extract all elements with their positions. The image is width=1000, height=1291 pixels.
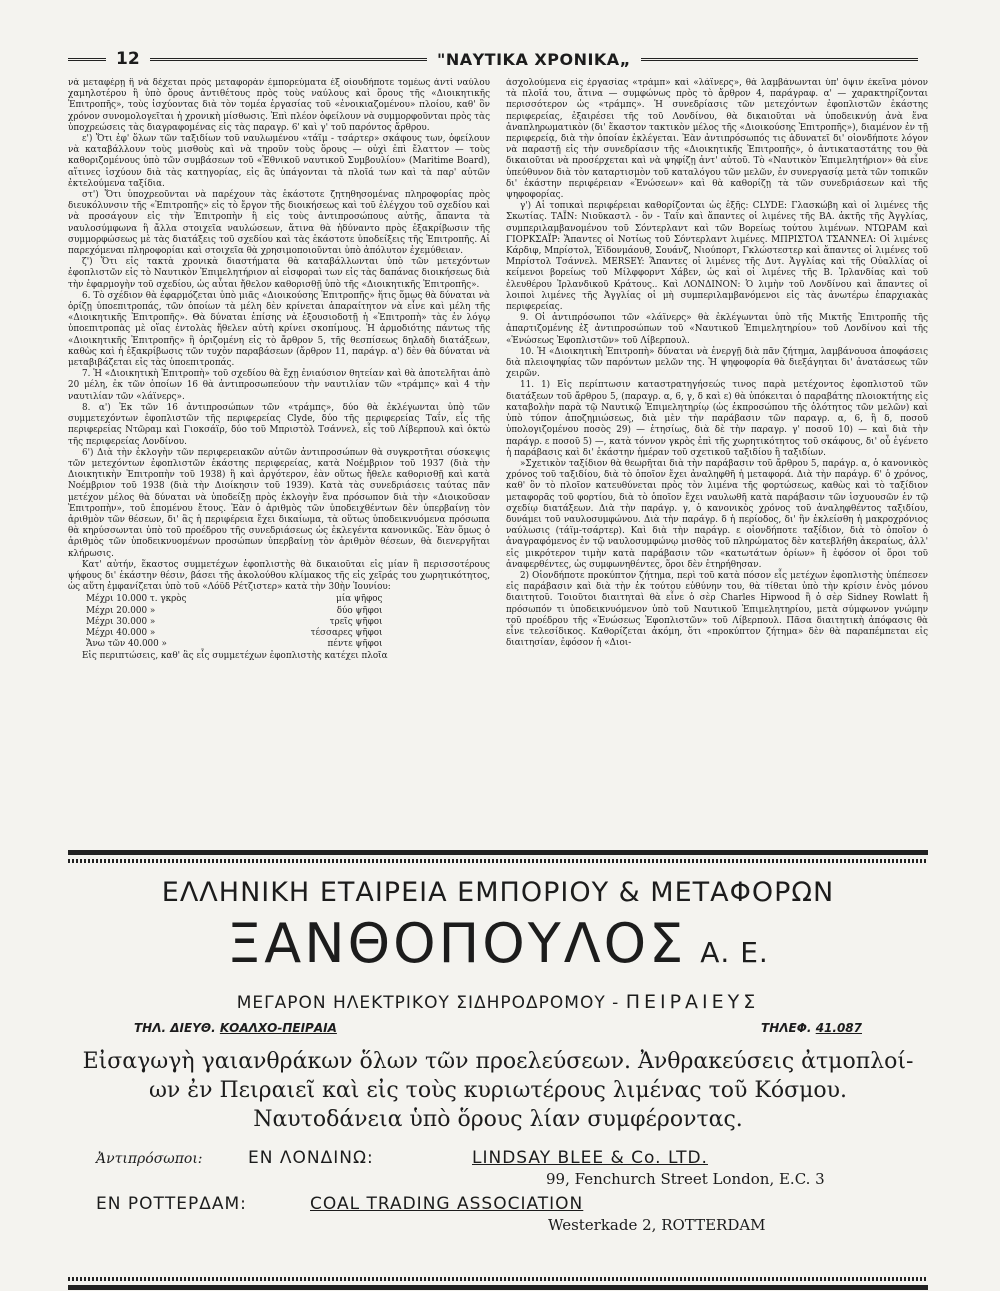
ad-description-line: ων ἐν Πειραιεῖ καὶ εἰς τοὺς κυριωτέρους λιμένας τοῦ Κόσμου.	[148, 1078, 848, 1103]
ad-agent-name: COAL TRADING ASSOCIATION	[310, 1194, 584, 1214]
right-column	[506, 78, 928, 844]
paragraph: ἀσχολούμενα εἰς ἐργασίας «τράμπ» καὶ «λάϊνερς», θὰ λαμβάνωνται ὑπ' ὄψιν ἐκεῖνα μόνον τὰ πλοῖά του, ἅτινα — συμφώνως πρὸς τὸ ἄρθρον 4, παράγραφ. α' — χαρακτηρίζονται περισσότερον ὡς «τράμπς». Ἡ συνεδρίασις τῶν μετεχόντων ἐφοπλιστῶν ἑκάστης περιφερείας, ἐξαιρέσει τῆς τοῦ Λονδίνου, θὰ δικαιοῦται νὰ ὑποδεικνύῃ ἀνὰ ἕνα ἀναπληρωματικὸν (δι' ἕκαστον τακτικὸν μέλος τῆς «Διοικούσης Ἐπιτροπῆς»), διαμένον ἐν τῇ περιφερείᾳ, διὰ τὴν ὁποίαν ἐκλέγεται. Ἐὰν ἀντιπρόσωπός τις ἀδυνατεῖ δι' οἱονδήποτε λόγον νὰ παραστῇ εἰς τὴν συνεδρίασιν τῆς «Διοικητικῆς Ἐπιτροπῆς», ὁ ἀντικαταστάτης του θὰ δικαιοῦται νὰ προσέρχεται καὶ νὰ ψηφίζῃ ἀντ' αὐτοῦ. Τὸ «Ναυτικὸν Ἐπιμελητήριον» θὰ εἶνε ὑπεύθυνον διὰ τὸν καταρτισμὸν τοῦ καταλόγου τῶν μελῶν, ἐν συνεργασίᾳ μετὰ τῶν τοπικῶν δι' ἑκάστην περιφέρειαν «Ἑνώσεων» καὶ θὰ καθορίζῃ τὰ τῶν συνεδριάσεων καὶ τῆς ψηφοφορίας.	[506, 78, 928, 201]
header-rule-left	[68, 58, 106, 61]
left-column	[68, 78, 490, 844]
ad-building	[68, 991, 928, 1013]
article-columns	[68, 78, 928, 844]
advertisement-box	[68, 850, 928, 1290]
scale-votes: τρεῖς ψῆφοι	[329, 616, 383, 627]
table-row	[86, 639, 389, 650]
table-row	[86, 594, 389, 605]
ad-brand-suffix: Α. Ε.	[700, 936, 769, 969]
paragraph: Εἰς περιπτώσεις, καθ' ἃς εἷς συμμετέχων ἐφοπλιστὴς κατέχει πλοῖα	[82, 651, 388, 662]
table-row	[86, 628, 389, 639]
paragraph: στ') Ὅτι ὑποχρεοῦνται νὰ παρέχουν τὰς ἑκάστοτε ζητηθησομένας πληροφορίας πρὸς διευκόλυνσιν τῆς «Ἐπιτροπῆς» εἰς τὸ ἔργον τῆς διοικήσεως καὶ τοῦ ἐλέγχου τοῦ σχεδίου καὶ νὰ προσάγουν εἰς τὴν Ἐπιτροπὴν ἢ εἰς τοὺς ἀντιπροσώπους αὐτῆς, ἅπαντα τὰ ναυλοσύμφωνα ἢ ἄλλα στοιχεῖα ναυλώσεων, ἅτινα θὰ ἠδύναντο πρὸς ἐξακρίβωσιν τῆς συμμορφώσεως μὲ τὰς διατάξεις τοῦ σχεδίου καὶ τὰς ἑκάστοτε ὑποδείξεις τῆς Ἐπιτροπῆς. Αἱ παρεχόμεναι πληροφορίαι καὶ στοιχεῖα θὰ χρησιμοποιοῦνται ὑπὸ ἀπόλυτον ἐχεμύθειαν.	[68, 190, 490, 257]
ad-contacts	[134, 1021, 862, 1035]
ad-company-line: ΕΛΛΗΝΙΚΗ ΕΤΑΙΡΕΙΑ ΕΜΠΟΡΙΟΥ & ΜΕΤΑΦΟΡΩΝ	[161, 877, 835, 908]
ad-agent-address: Westerkade 2, ROTTERDAM	[548, 1216, 766, 1234]
ad-phone	[761, 1021, 862, 1035]
page-header	[68, 46, 928, 72]
vote-scale-table	[86, 594, 389, 650]
paragraph: 10. Ἡ «Διοικητικὴ Ἐπιτροπὴ» δύναται νὰ ἐνεργῇ διὰ πᾶν ζήτημα, λαμβάνουσα ἀποφάσεις διὰ πλειοψηφίας τῶν παρόντων μελῶν της. Ἡ ψηφοφορία θὰ διεξάγηται δι' ἀνατάσεως τῶν χειρῶν.	[506, 346, 928, 380]
ad-telegraph	[134, 1021, 337, 1035]
ad-description-line: Ναυτοδάνεια ὑπὸ ὅρους λίαν συμφέροντας.	[253, 1107, 743, 1132]
ad-city: ΠΕΙΡΑΙΕΥΣ	[625, 991, 760, 1013]
paragraph: 7. Ἡ «Διοικητικὴ Ἐπιτροπὴ» τοῦ σχεδίου θὰ ἔχῃ ἐνιαύσιον θητείαν καὶ θὰ ἀποτελῆται ἀπὸ 20 μέλη, ἐκ τῶν ὁποίων 16 θὰ ἀντιπροσωπεύουν τὴν ναυτιλίαν τῶν «τράμπς» καὶ 4 τὴν ναυτιλίαν τῶν «λάϊνερς».	[68, 369, 490, 402]
ad-telegraph-label: ΤΗΛ. ΔΙΕΥΘ.	[134, 1021, 216, 1035]
ad-agents	[68, 1148, 928, 1234]
page-number: 12	[116, 49, 140, 69]
scale-votes: πέντε ψῆφοι	[327, 639, 383, 650]
ad-description-line: Εἰσαγωγὴ γαιανθράκων ὅλων τῶν προελεύσεων. Ἀνθρακεύσεις ἀτμοπλοί-	[82, 1049, 914, 1074]
ad-building-name: ΜΕΓΑΡΟΝ ΗΛΕΚΤΡΙΚΟΥ ΣΙΔΗΡΟΔΡΟΜΟΥ -	[236, 993, 620, 1013]
paragraph: 6') Διὰ τὴν ἐκλογὴν τῶν περιφερειακῶν αὐτῶν ἀντιπροσώπων θὰ συγκροτῆται σύσκεψις τῶν μετεχόντων ἐφοπλιστῶν ἑκάστης περιφερείας, κατὰ Νοέμβριον τοῦ 1937 (διὰ τὴν Διοικητικὴν Ἐπιτροπὴν τοῦ 1938) ἢ καὶ ἀργότερον, ἐὰν οὕτως ἤθελε καθορισθῇ καὶ κατὰ Νοέμβριον τοῦ 1938 (διὰ τὴν Διοίκησιν τοῦ 1939). Κατὰ τὰς συνεδριάσεις ταύτας πᾶν μετέχον μέλος θὰ δύναται νὰ ὑποδείξῃ πρὸς ἐκλογὴν ἕνα πρόσωπον διὰ τὴν «Διοικοῦσαν Ἐπιτροπὴν», τοῦ ἑπομένου ἔτους. Ἐὰν ὁ ἀριθμὸς τῶν ὑποδειχθέντων δὲν ὑπερβαίνῃ τὸν ἀριθμὸν τῶν θέσεων, δι' ἃς ἡ περιφέρεια ἔχει δικαίωμα, τὰ οὕτως ὑποδεικνυόμενα πρόσωπα θὰ κηρύσσωνται ὑπὸ τοῦ προέδρου τῆς συνεδριάσεως ὡς ἐκλεγέντα κανονικῶς. Ἐὰν ὅμως ὁ ἀριθμὸς τῶν ὑποδεικνυομένων προσώπων ὑπερβαίνῃ τὸν ἀριθμὸν θέσεων, θὰ διενεργῆται κλήρωσις.	[68, 447, 490, 559]
ad-phone-value: 41.087	[815, 1021, 862, 1035]
ad-content	[68, 871, 928, 1234]
scale-range: Μέχρι 20.000 »	[86, 605, 156, 616]
ad-brand	[68, 914, 928, 983]
table-row	[86, 606, 389, 617]
paragraph: γ') Αἱ τοπικαὶ περιφέρειαι καθορίζονται ὡς ἑξῆς: CLYDE: Γλασκώβη καὶ οἱ λιμένες τῆς Σκωτίας. ΤΑΪΝ: Νιοῦκαστλ - ὂν - Ταΐν καὶ ἅπαντες οἱ λιμένες τῆς ΒΑ. ἀκτῆς τῆς Ἀγγλίας, συμπεριλαμβανομένου τοῦ Σόντερλαντ καὶ τῶν Βορείως τούτου λιμένων. ΝΤΩΡΑΜ καὶ ΓΙΟΡΚΣΑΪΡ: Ἅπαντες οἱ Νοτίως τοῦ Σόντερλαντ λιμένες. ΜΠΡΙΣΤΟΛ ΤΣΑΝΝΕΛ: Οἱ λιμένες Κάρδιφ, Μπρίστολ, Ἐϊδονμάουθ, Σουάνζ, Νιούπορτ, Γκλώστεστερ καὶ ἅπαντες οἱ λιμένες τοῦ Μπρίστολ Τσάννελ. MERSEY: Ἅπαντες οἱ λιμένες τῆς Δυτ. Ἀγγλίας καὶ τῆς Οὐαλλίας οἱ κείμενοι βορείως τοῦ Μίλφφορντ Χάβεν, ὡς καὶ οἱ λιμένες τῆς Β. Ἰρλανδίας καὶ τοῦ ἐλευθέρου Ἰρλανδικοῦ Κράτους.. Καὶ ΛΟΝΔΙΝΟΝ: Ὁ λιμὴν τοῦ Λονδίνου καὶ ἅπαντες οἱ λοιποὶ λιμένες τῆς Ἀγγλίας οἱ μὴ συμπεριλαμβανόμενοι εἰς τὰς ἀνωτέρω ἐπαρχιακὰς περιφερείας.	[506, 201, 928, 313]
paragraph: νὰ μεταφέρῃ ἢ νὰ δέχεται πρὸς μεταφορὰν ἐμπορεύματα ἐξ οἱουδήποτε τομέως ἀντὶ ναύλου χαμηλοτέρου ἢ ὑπὸ ὅρους ἀντιθέτους πρὸς τοὺς ναύλους καὶ ὅρους τῆς «Διοικητικῆς Ἐπιτροπῆς», τοὺς ἰσχύοντας διὰ τὸν τομέα ἐργασίας τοῦ «ἐνοικιαζομένου» πλοίου, καθ' ὃν χρόνον συνομολογεῖται ἡ χρονικὴ μίσθωσις. Ἐπὶ πλέον ὀφείλουν νὰ συμμορφοῦνται πρὸς τὰς ὑποχρεώσεις τὰς διαγραφομένας εἰς τὰς παραγρ. 6' καὶ γ' τοῦ παρόντος ἄρθρου.	[68, 78, 490, 133]
scale-votes: δύο ψῆφοι	[336, 605, 383, 616]
ad-border-bottom	[68, 1277, 928, 1281]
ad-border-top	[68, 859, 928, 863]
paragraph: Κατ' αὐτήν, ἕκαστος συμμετέχων ἐφοπλιστὴς θὰ δικαιοῦται εἰς μίαν ἢ περισσοτέρους ψήφους δι' ἑκάστην θέσιν, βάσει τῆς ἀκολούθου κλίμακος τῆς εἰς χεῖράς του χωρητικότητος, ὡς αὕτη ἐμφανίζεται ὑπὸ τοῦ «Λόϋδ Ρέτζιστερ» κατὰ τὴν 30ὴν Ἰουνίου:	[68, 559, 490, 593]
publication-title: "ΝΑΥΤΙΚΑ ΧΡΟΝΙΚΑ„	[436, 49, 631, 69]
ad-agent-city: ΕΝ ΡΟΤΤΕΡΔΑΜ:	[96, 1194, 247, 1214]
paragraph: 11. 1) Εἰς περίπτωσιν καταστρατηγήσεώς τινος παρὰ μετέχοντος ἐφοπλιστοῦ τῶν διατάξεων τοῦ ἄρθρου 5, (παραγρ. α, 6, γ, δ καὶ ε) θὰ ὑπόκειται ὁ παραβάτης πλοιοκτήτης εἰς καταβολὴν παρὰ τῷ Ναυτικῷ Ἐπιμελητηρίῳ (ὡς ἐκπροσώπου τῆς ὁλότητος τῶν μελῶν) καὶ ὑπὸ τύπον ἀποζημιώσεως, διὰ μὲν τὴν παράβασιν τῶν παραγρ. α, 6, ἢ δ, ποσοῦ ὑπολογιζομένου ποσὸς 29) — ἐτησίως, διὰ δὲ τὴν παραγρ. γ' ποσοῦ 10) — καὶ διὰ τὴν παράγρ. ε ποσοῦ 5) —, κατὰ τόννον γκρὸς ἐπὶ τῆς χωρητικότητος τοῦ σκάφους, δι' οὗ ἐγένετο ἡ παράβασις καὶ δι' ἑκάστην ἡμέραν τοῦ σχετικοῦ ταξιδίου ἢ ταξιδίων.	[506, 380, 928, 458]
ad-agent-london	[68, 1148, 928, 1168]
ad-agent-name: LINDSAY BLEE & Co. LTD.	[472, 1148, 708, 1168]
ad-agents-label: Ἀντιπρόσωποι:	[96, 1151, 203, 1167]
scale-range: Μέχρι 40.000 »	[86, 627, 156, 638]
header-rule-middle	[150, 58, 427, 61]
paragraph: »Σχετικὸν ταξίδιον θὰ θεωρῆται διὰ τὴν παράβασιν τοῦ ἄρθρου 5, παράγρ. α, ὁ κανονικὸς χρόνος τοῦ ταξιδίου, διὰ τὸ ὁποῖον ἔχει ἀναληφθῆ ἡ μεταφορά. Διὰ τὴν παράγρ. 6' ὁ χρόνος, καθ' ὃν τὸ πλοῖον κατευθύνεται πρὸς τὸν λιμένα τῆς φορτώσεως, καθὼς καὶ τὸ ταξίδιον μεταφορᾶς τοῦ φορτίου, διὰ τὸ ὁποῖον ἔχει ναυλωθῆ κατὰ παράβασιν τῶν ἰσχυουσῶν ἐν τῷ σχεδίῳ διατάξεων. Διὰ τὴν παράγρ. γ, ὁ κανονικὸς χρόνος τοῦ ἀναληφθέντος ταξιδίου, δυνάμει τοῦ ναυλοσυμφώνου. Διὰ τὴν παράγρ. δ ἡ περίοδος, δι' ἣν ἐκλείσθη ἡ μακροχρόνιος ναύλωσις (τάϊμ-τσάρτερ). Καὶ διὰ τὴν παράγρ. ε οἱονδήποτε ταξίδιον, διὰ τὸ ὁποῖον ὁ ἀναγραφόμενος ἐν τῷ ναυλοσυμφώνῳ μισθὸς τοῦ πληρώματος δὲν κατεβλήθη ἀκεραίως, ἀλλ' εἰς μικρότερον τιμὴν κατὰ παράβασιν τῶν «κατωτάτων ὁρίων» ἢ ἐφόσον οἱ ὅροι τοῦ ἀναφερθέντες, ὡς συμφωνηθέντες, ὅροι δὲν ἐτηρήθησαν.	[506, 458, 928, 570]
ad-telegraph-value: ΚΟΑΛΧΟ-ΠΕΙΡΑΙΑ	[219, 1021, 337, 1035]
scale-votes: τέσσαρες ψῆφοι	[310, 627, 383, 638]
scale-range: Μέχρι 10.000 τ. γκρὸς	[86, 594, 187, 605]
ad-description	[68, 1047, 928, 1134]
paragraph: 9. Οἱ ἀντιπρόσωποι τῶν «λάϊνερς» θὰ ἐκλέγωνται ὑπὸ τῆς Μικτῆς Ἐπιτροπῆς τῆς ἀπαρτιζομένης ἐξ ἀντιπροσώπων τοῦ «Ναυτικοῦ Ἐπιμελητηρίου» τοῦ Λονδίνου καὶ τῆς «Ἑνώσεως Ἐφοπλιστῶν» τοῦ Λίβερπουλ.	[506, 313, 928, 346]
scale-range: Μέχρι 30.000 »	[86, 616, 156, 627]
paragraph: ε') Ὅτι ἐφ' ὅλων τῶν ταξιδίων τοῦ ναυλωμένου «τάϊμ - τσάρτερ» σκάφους των, ὀφείλουν νὰ καταβάλλουν τοὺς μισθοὺς καὶ νὰ τηροῦν τοὺς ὅρους — οὐχὶ ἐπὶ ἔλαττον — τοὺς καθοριζομένους ὑπὸ τῶν συμβάσεων τοῦ «Ἐθνικοῦ ναυτικοῦ Συμβουλίου» (Maritime Board), αἵτινες ἰσχύουν διὰ τὰς κατηγορίας, εἰς ἃς ὑπάγονται τὰ πλοῖά των καὶ τὰ παρ' αὐτῶν ἐκτελούμενα ταξίδια.	[68, 134, 490, 189]
table-row	[86, 617, 389, 628]
magazine-page	[68, 0, 928, 1286]
header-rule-right	[641, 58, 918, 61]
ad-phone-label: ΤΗΛΕΦ.	[761, 1021, 812, 1035]
paragraph: 6. Τὸ σχέδιον θὰ ἐφαρμόζεται ὑπὸ μιᾶς «Διοικούσης Ἐπιτροπῆς» ἥτις ὅμως θὰ δύναται νὰ ὁρίζῃ ὑποεπιτροπάς, τῶν ὁποίων τὰ μέλη δὲν κρίνεται ἀπαραίτητον νὰ εἶνε καὶ μέλη τῆς «Διοικητικῆς Ἐπιτροπῆς». Θὰ δύναται ἐπίσης νὰ ἐξουσιοδοτῇ ἡ «Ἐπιτροπὴ» τὰς ἐν λόγῳ ὑποεπιτροπὰς μὲ οἵας ἐντολὰς ἤθελεν αὐτὴ κρίνει σκοπίμους. Ἡ ἁρμοδιότης πάντως τῆς «Διοικητικῆς Ἐπιτροπῆς» ἢ ὁριζομένη εἰς τὸ ἄρθρον 5, τῆς θεσπίσεως δηλαδὴ διατάξεων, καθὼς καὶ ἡ ἐξακρίβωσις τῶν τυχὸν παραβάσεων (ἄρθρον 11, παράγρ. α') δὲν θὰ δύναται νὰ μεταβιβάζεται εἰς τὰς ὑποεπιτροπάς.	[68, 290, 490, 369]
scale-range: Ἄνω τῶν 40.000 »	[86, 639, 167, 650]
ad-agent-address: 99, Fenchurch Street London, E.C. 3	[546, 1170, 825, 1188]
scale-votes: μία ψῆφος	[336, 594, 383, 605]
ad-agent-city: ΕΝ ΛΟΝΔΙΝΩ:	[248, 1148, 374, 1168]
paragraph: 8. α') Ἐκ τῶν 16 ἀντιπροσώπων τῶν «τράμπς», δύο θὰ ἐκλέγωνται ὑπὸ τῶν συμμετεχόντων ἐφοπλιστῶν τῆς περιφερείας Clyde, δύο τῆς περιφερείας Ταΐν, εἷς τῆς περιφερείας Ντῶραμ καὶ Γιοκσάϊρ, δύο τοῦ Μπριστὸλ Τσάννελ, εἷς τοῦ Λίβερπουλ καὶ ὀκτὼ τῆς περιφερείας Λονδίνου.	[68, 402, 490, 447]
paragraph: ζ') Ὅτι εἰς τακτὰ χρονικὰ διαστήματα θὰ καταβάλλωνται ὑπὸ τῶν μετεχόντων ἐφοπλιστῶν εἰς τὸ Ναυτικὸν Ἐπιμελητήριον αἱ εἰσφοραὶ των εἰς τὰς δαπάνας διοικήσεως διὰ τὴν ἐφαρμογὴν τοῦ σχεδίου, ὡς αὗται ἤθελον καθορισθῇ ὑπὸ τῆς «Διοικητικῆς Ἐπιτροπῆς».	[68, 257, 490, 290]
ad-brand-name: ΞΑΝΘΟΠΟΥΛΟΣ	[227, 912, 687, 975]
paragraph: 2) Οἱονδήποτε προκύπτον ζήτημα, περὶ τοῦ κατὰ πόσον εἷς μετέχων ἐφοπλιστὴς ὑπέπεσεν εἰς παράβασιν καὶ διὰ τὴν ἐκ τούτου εὐθύνην του, θὰ τίθεται ὑπὸ τὴν κρίσιν ἑνὸς μόνου διαιτητοῦ. Τοιοῦτοι διαιτηταὶ θὰ εἶνε ὁ σὲρ Charles Hipwood ἢ ὁ σὲρ Sidney Rowlatt ἢ πρόσωπόν τι ὑποδεικνυόμενον ὑπὸ τοῦ Ναυτικοῦ Ἐπιμελητηρίου, μετὰ σύμφωνον γνώμην τοῦ προέδρου τῆς «Ἑνώσεως Ἐφοπλιστῶν» τοῦ Λίβερπουλ. Πᾶσα διαιτητικὴ ἀπόφασις θὰ εἶνε τελεσίδικος. Καθορίζεται ἀκόμη, ὅτι «προκύπτον ζήτημα» δὲν θὰ παραπέμπεται εἰς διαιτησίαν, ἐφόσον ἡ «Διοι-	[506, 570, 928, 649]
ad-agent-rotterdam	[68, 1194, 928, 1214]
